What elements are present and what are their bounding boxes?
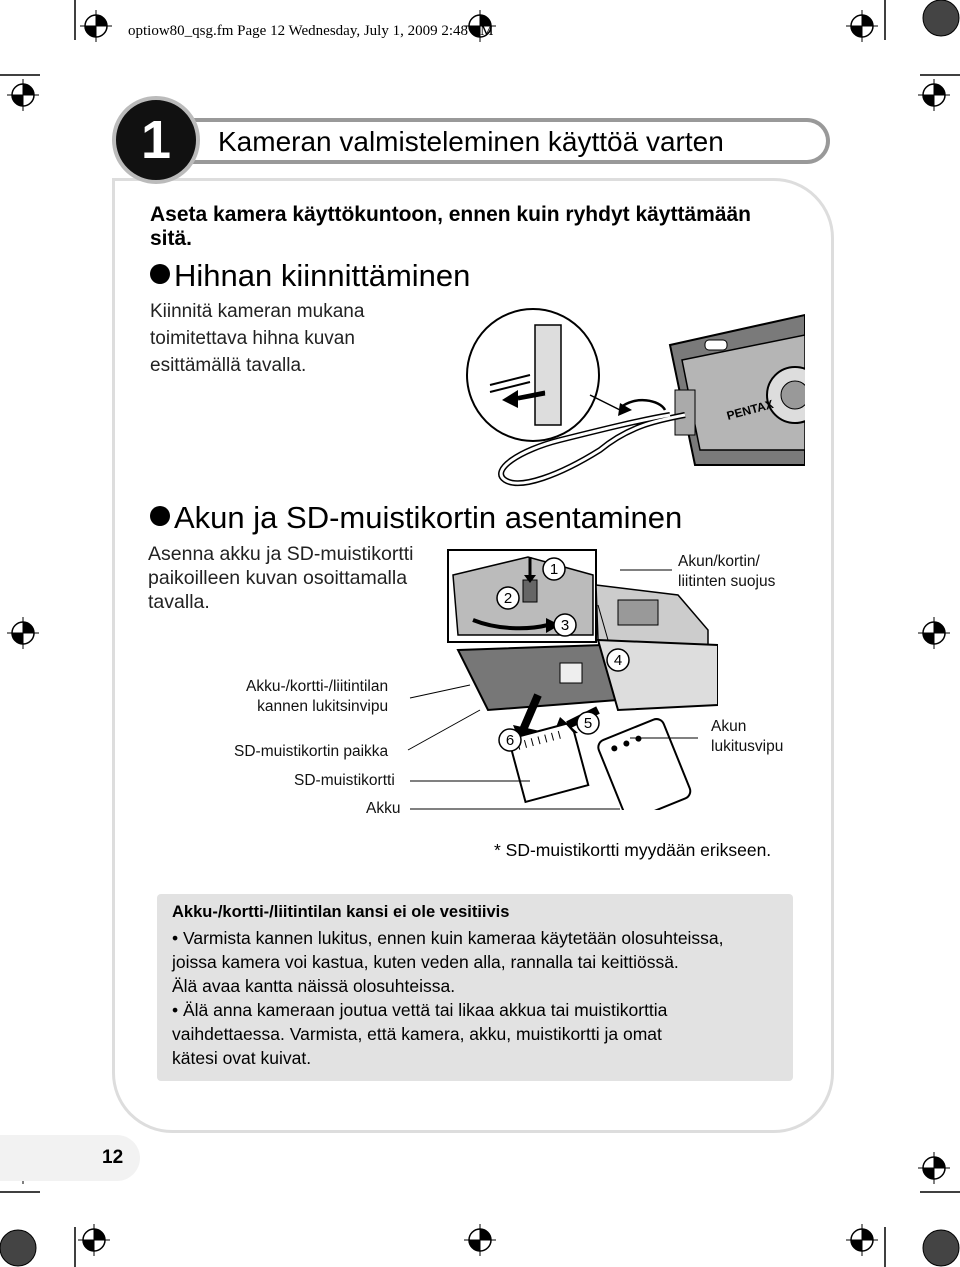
step-6-label: 6	[505, 732, 515, 749]
battery-body-line: Asenna akku ja SD-muistikortti	[148, 543, 414, 565]
page-number: 12	[102, 1147, 124, 1168]
caution-box	[157, 894, 793, 1081]
battery-body	[148, 542, 414, 614]
camera-brand-text: PENTAX	[725, 397, 775, 423]
file-header: optiow80_qsg.fm Page 12 Wednesday, July 1, 2009 2:48 PM	[128, 23, 494, 39]
caution-title: Akku-/kortti-/liitintilan kansi ei ole vesitiivis	[172, 903, 510, 921]
lock-lever-label: Akku-/kortti-/liitintilan kannen lukitsinvipu	[246, 678, 389, 715]
battery-heading: Akun ja SD-muistikortin asentaminen	[150, 500, 682, 536]
strap-body	[150, 298, 364, 379]
step-4-label: 4	[613, 652, 623, 669]
strap-heading: Hihnan kiinnittäminen	[150, 258, 470, 294]
intro-text: Aseta kamera käyttökuntoon, ennen kuin ryhdyt käyttämään sitä.	[150, 203, 752, 250]
battery-label: Akku	[366, 800, 401, 817]
chapter-title: Kameran valmisteleminen käyttöä varten	[218, 126, 724, 157]
strap-body-line: esittämällä tavalla.	[150, 355, 307, 376]
sd-card-label: SD-muistikortti	[294, 772, 395, 789]
chapter-number: 1	[140, 110, 172, 170]
step-1-label: 1	[549, 561, 559, 578]
strap-body-line: Kiinnitä kameran mukana	[150, 301, 365, 322]
chapter-number-badge	[112, 96, 200, 184]
strap-body-line: toimitettava hihna kuvan	[150, 328, 355, 349]
step-5-label: 5	[583, 715, 593, 732]
card-slot-label: SD-muistikortin paikka	[234, 743, 389, 760]
footnote: * SD-muistikortti myydään erikseen.	[494, 840, 772, 860]
bullet-icon	[150, 264, 170, 284]
step-2-label: 2	[503, 590, 513, 607]
cover-label: Akun/kortin/ liitinten suojus	[678, 553, 776, 590]
strap-illustration	[460, 300, 805, 500]
registration-mark-icon	[80, 10, 112, 42]
battery-lock-label: Akun lukitusvipu	[711, 718, 784, 755]
battery-body-line: paikoilleen kuvan osoittamalla	[148, 567, 408, 589]
page-number-tab	[0, 1135, 140, 1181]
battery-body-line: tavalla.	[148, 591, 210, 613]
bullet-icon	[150, 506, 170, 526]
chapter-title-bar	[190, 118, 830, 164]
caution-text: • Varmista kannen lukitus, ennen kuin kameraa käytetään olosuhteissa, joissa kamera voi kastua, kuten veden alla, rannalla tai keittiössä. Älä avaa kantta näissä olosuhteissa. • Älä anna kameraan joutua vettä tai likaa akkua tai muistikorttia vaihdettaessa. Varmista, että kamera, akku, muistikortti ja omat kätesi ovat kuivat.	[172, 928, 724, 1068]
leader-lines	[400, 560, 710, 820]
step-3-label: 3	[560, 617, 570, 634]
